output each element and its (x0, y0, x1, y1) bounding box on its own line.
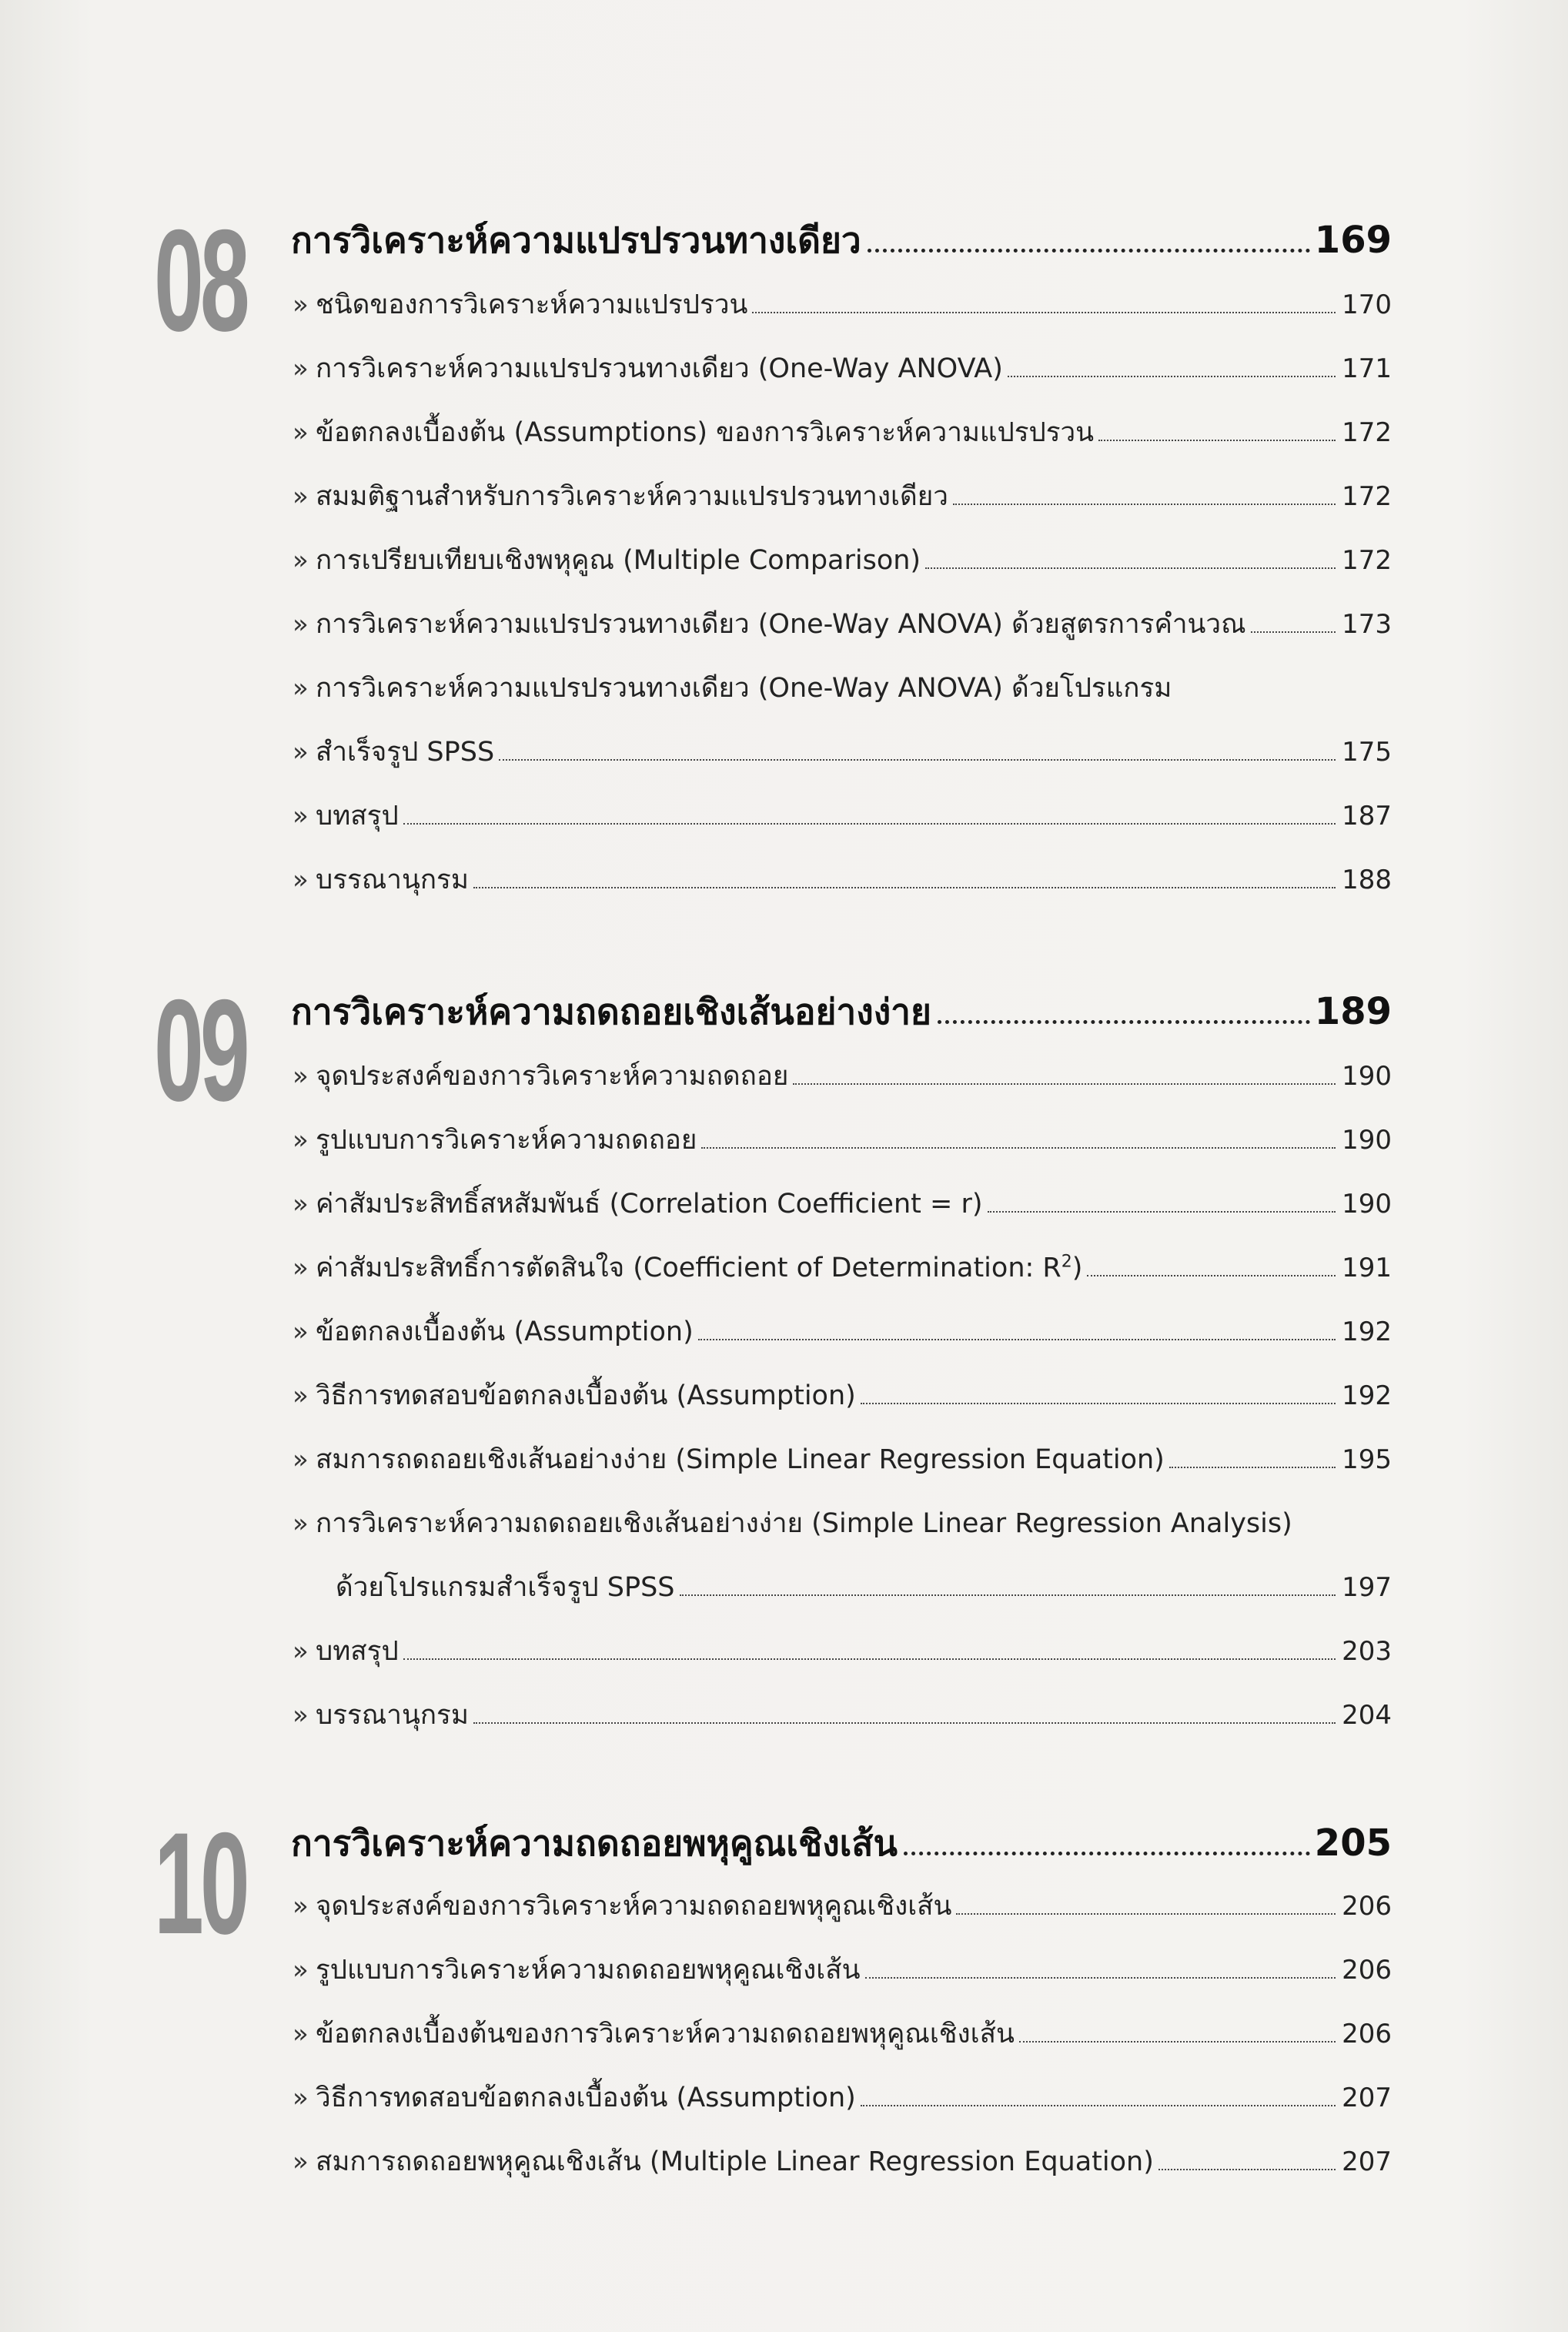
leader-dots (1158, 2169, 1336, 2170)
entry-page: 188 (1342, 865, 1392, 895)
leader-dots (698, 1339, 1336, 1340)
toc-entry[interactable] (293, 1310, 1392, 1357)
entry-page: 206 (1342, 2019, 1392, 2049)
entry-marker: » (293, 1125, 309, 1156)
entry-marker: » (293, 609, 309, 640)
entry-text-main: ค่าสัมประสิทธิ์การตัดสินใจ (Coefficient of Determination: R (316, 1253, 1061, 1283)
entry-text: สมการถดถอยเชิงเส้นอย่างง่าย (Simple Linear Regression Equation) (316, 1444, 1165, 1475)
entry-page: 170 (1342, 289, 1392, 320)
entry-text: สมการถดถอยพหุคูณเชิงเส้น (Multiple Linear Regression Equation) (316, 2146, 1154, 2177)
toc-entry[interactable] (293, 1055, 1392, 1101)
toc-entry[interactable] (293, 667, 1392, 713)
entry-marker: » (293, 1189, 309, 1220)
entry-page: 172 (1342, 417, 1392, 448)
entry-text: ข้อตกลงเบื้องต้น (Assumption) (316, 1317, 694, 1347)
entry-marker: » (293, 2146, 309, 2177)
entry-page: 206 (1342, 1891, 1392, 1922)
entry-page: 207 (1342, 2083, 1392, 2113)
leader-dots (473, 887, 1336, 888)
leader-dots (953, 504, 1336, 505)
leader-dots (1098, 440, 1336, 441)
chapter-title: การวิเคราะห์ความถดถอยเชิงเส้นอย่างง่าย (291, 991, 931, 1032)
entry-text: บรรณานุกรม (316, 1700, 469, 1731)
leader-dots (752, 312, 1336, 313)
chapter-page: 189 (1314, 990, 1392, 1033)
entry-page: 191 (1342, 1253, 1392, 1283)
entry-marker: » (293, 417, 309, 448)
entry-text: รูปแบบการวิเคราะห์ความถดถอย (316, 1125, 697, 1156)
toc-entry[interactable] (293, 1566, 1392, 1612)
entry-text: วิธีการทดสอบข้อตกลงเบื้องต้น (Assumption) (316, 1380, 856, 1411)
entry-marker: » (293, 737, 309, 768)
entry-page: 197 (1342, 1572, 1392, 1603)
entry-page: 204 (1342, 1700, 1392, 1731)
entry-text: สำเร็จรูป SPSS (316, 737, 495, 768)
entry-marker: » (293, 1061, 309, 1092)
leader-dots (956, 1913, 1336, 1915)
entry-page: 172 (1342, 481, 1392, 512)
toc-entry[interactable] (293, 411, 1392, 457)
toc-entry[interactable] (293, 1502, 1392, 1548)
leader-dots (403, 823, 1336, 825)
chapter-page: 205 (1314, 1822, 1392, 1865)
leader-dots (861, 2105, 1336, 2106)
leader-dots (680, 1594, 1336, 1596)
entry-marker: » (293, 1444, 309, 1475)
toc-entry[interactable] (293, 1630, 1392, 1676)
chapter-number: 08 (154, 199, 246, 361)
toc-entry[interactable] (293, 1885, 1392, 1931)
toc-entry[interactable] (293, 1949, 1392, 1995)
toc-entry[interactable] (293, 475, 1392, 521)
entry-page: 190 (1342, 1061, 1392, 1092)
entry-marker: » (293, 865, 309, 895)
entry-text: ด้วยโปรแกรมสำเร็จรูป SPSS (336, 1572, 675, 1603)
leader-dots (793, 1083, 1336, 1085)
entry-text: สมมติฐานสำหรับการวิเคราะห์ความแปรปรวนทางเดียว (316, 481, 948, 512)
entry-page: 187 (1342, 801, 1392, 831)
toc-entry[interactable] (293, 2140, 1392, 2186)
leader-dots (938, 1020, 1310, 1024)
entry-text: การวิเคราะห์ความถดถอยเชิงเส้นอย่างง่าย (Simple Linear Regression Analysis) (316, 1508, 1292, 1539)
toc-entry[interactable] (293, 603, 1392, 649)
entry-marker: » (293, 1253, 309, 1283)
leader-dots (473, 1722, 1336, 1724)
toc-entry[interactable] (293, 1119, 1392, 1165)
entry-text: จุดประสงค์ของการวิเคราะห์ความถดถอย (316, 1061, 789, 1092)
entry-text: จุดประสงค์ของการวิเคราะห์ความถดถอยพหุคูณเชิงเส้น (316, 1891, 952, 1922)
toc-entry[interactable] (293, 1694, 1392, 1740)
toc-entry[interactable] (293, 1183, 1392, 1229)
toc-entry[interactable] (293, 731, 1392, 777)
entry-page: 192 (1342, 1317, 1392, 1347)
leader-dots (865, 1977, 1336, 1979)
entry-marker: » (293, 1636, 309, 1667)
entry-page: 172 (1342, 545, 1392, 576)
toc-entry[interactable] (293, 1246, 1392, 1293)
entry-text: การวิเคราะห์ความแปรปรวนทางเดียว (One-Way ANOVA) ด้วยสูตรการคำนวณ (316, 609, 1246, 640)
entry-marker: » (293, 481, 309, 512)
entry-marker: » (293, 1955, 309, 1986)
entry-page: 203 (1342, 1636, 1392, 1667)
toc-entry[interactable] (293, 2076, 1392, 2123)
entry-page: 171 (1342, 353, 1392, 384)
entry-text: ชนิดของการวิเคราะห์ความแปรปรวน (316, 289, 748, 320)
entry-marker: » (293, 1508, 309, 1539)
entry-page: 190 (1342, 1125, 1392, 1156)
toc-entry[interactable] (293, 1374, 1392, 1420)
chapter-number: 10 (154, 1802, 246, 1964)
chapter-title: การวิเคราะห์ความแปรปรวนทางเดียว (291, 219, 861, 261)
entry-text: วิธีการทดสอบข้อตกลงเบื้องต้น (Assumption) (316, 2083, 856, 2113)
entry-text-after: ) (1072, 1253, 1083, 1283)
entry-text: การวิเคราะห์ความแปรปรวนทางเดียว (One-Way ANOVA) ด้วยโปรแกรม (316, 673, 1172, 704)
toc-entry[interactable] (293, 1438, 1392, 1484)
entry-page: 175 (1342, 737, 1392, 768)
leader-dots (1008, 376, 1336, 377)
entry-page: 192 (1342, 1380, 1392, 1411)
toc-entry[interactable] (293, 795, 1392, 841)
leader-dots (904, 1852, 1310, 1855)
entry-marker: » (293, 1317, 309, 1347)
entry-page: 195 (1342, 1444, 1392, 1475)
entry-text: ค่าสัมประสิทธิ์สหสัมพันธ์ (Correlation Coefficient = r) (316, 1189, 983, 1220)
entry-marker: » (293, 353, 309, 384)
entry-marker: » (293, 545, 309, 576)
leader-dots (1251, 631, 1336, 633)
entry-marker: » (293, 1891, 309, 1922)
leader-dots (1087, 1275, 1336, 1276)
toc-entry[interactable] (293, 858, 1392, 905)
chapter-page: 169 (1314, 219, 1392, 262)
entry-page: 173 (1342, 609, 1392, 640)
entry-marker: » (293, 1700, 309, 1731)
entry-page: 207 (1342, 2146, 1392, 2177)
entry-text: บรรณานุกรม (316, 865, 469, 895)
entry-text: บทสรุป (316, 1636, 399, 1667)
entry-text (316, 1246, 1082, 1289)
entry-marker: » (293, 289, 309, 320)
chapter-title: การวิเคราะห์ความถดถอยพหุคูณเชิงเส้น (291, 1822, 898, 1864)
chapter-title-row[interactable] (291, 984, 1392, 1040)
entry-marker: » (293, 801, 309, 831)
entry-marker: » (293, 2083, 309, 2113)
leader-dots (403, 1658, 1336, 1660)
leader-dots (1169, 1467, 1336, 1468)
entry-text: การวิเคราะห์ความแปรปรวนทางเดียว (One-Way ANOVA) (316, 353, 1003, 384)
chapter-title-row[interactable] (291, 1815, 1392, 1872)
entry-page: 206 (1342, 1955, 1392, 1986)
entry-marker: » (293, 1380, 309, 1411)
toc-entry[interactable] (293, 2012, 1392, 2059)
chapter-number: 09 (154, 969, 246, 1131)
toc-entry[interactable] (293, 539, 1392, 585)
leader-dots (499, 759, 1336, 761)
leader-dots (701, 1147, 1336, 1149)
leader-dots (861, 1403, 1336, 1404)
leader-dots (988, 1211, 1336, 1213)
entry-text: การเปรียบเทียบเชิงพหุคูณ (Multiple Comparison) (316, 545, 921, 576)
chapter-title-row[interactable] (291, 212, 1392, 269)
toc-entry[interactable] (293, 347, 1392, 393)
entry-marker: » (293, 673, 309, 704)
entry-marker: » (293, 2019, 309, 2049)
leader-dots (925, 567, 1336, 569)
entry-text: ข้อตกลงเบื้องต้น (Assumptions) ของการวิเคราะห์ความแปรปรวน (316, 417, 1095, 448)
entry-text: ข้อตกลงเบื้องต้นของการวิเคราะห์ความถดถอยพหุคูณเชิงเส้น (316, 2019, 1015, 2049)
superscript: 2 (1061, 1252, 1072, 1272)
leader-dots (1019, 2041, 1336, 2043)
entry-text: รูปแบบการวิเคราะห์ความถดถอยพหุคูณเชิงเส้น (316, 1955, 861, 1986)
toc-entry[interactable] (293, 283, 1392, 330)
entry-page: 190 (1342, 1189, 1392, 1220)
leader-dots (868, 249, 1310, 253)
entry-text: บทสรุป (316, 801, 399, 831)
